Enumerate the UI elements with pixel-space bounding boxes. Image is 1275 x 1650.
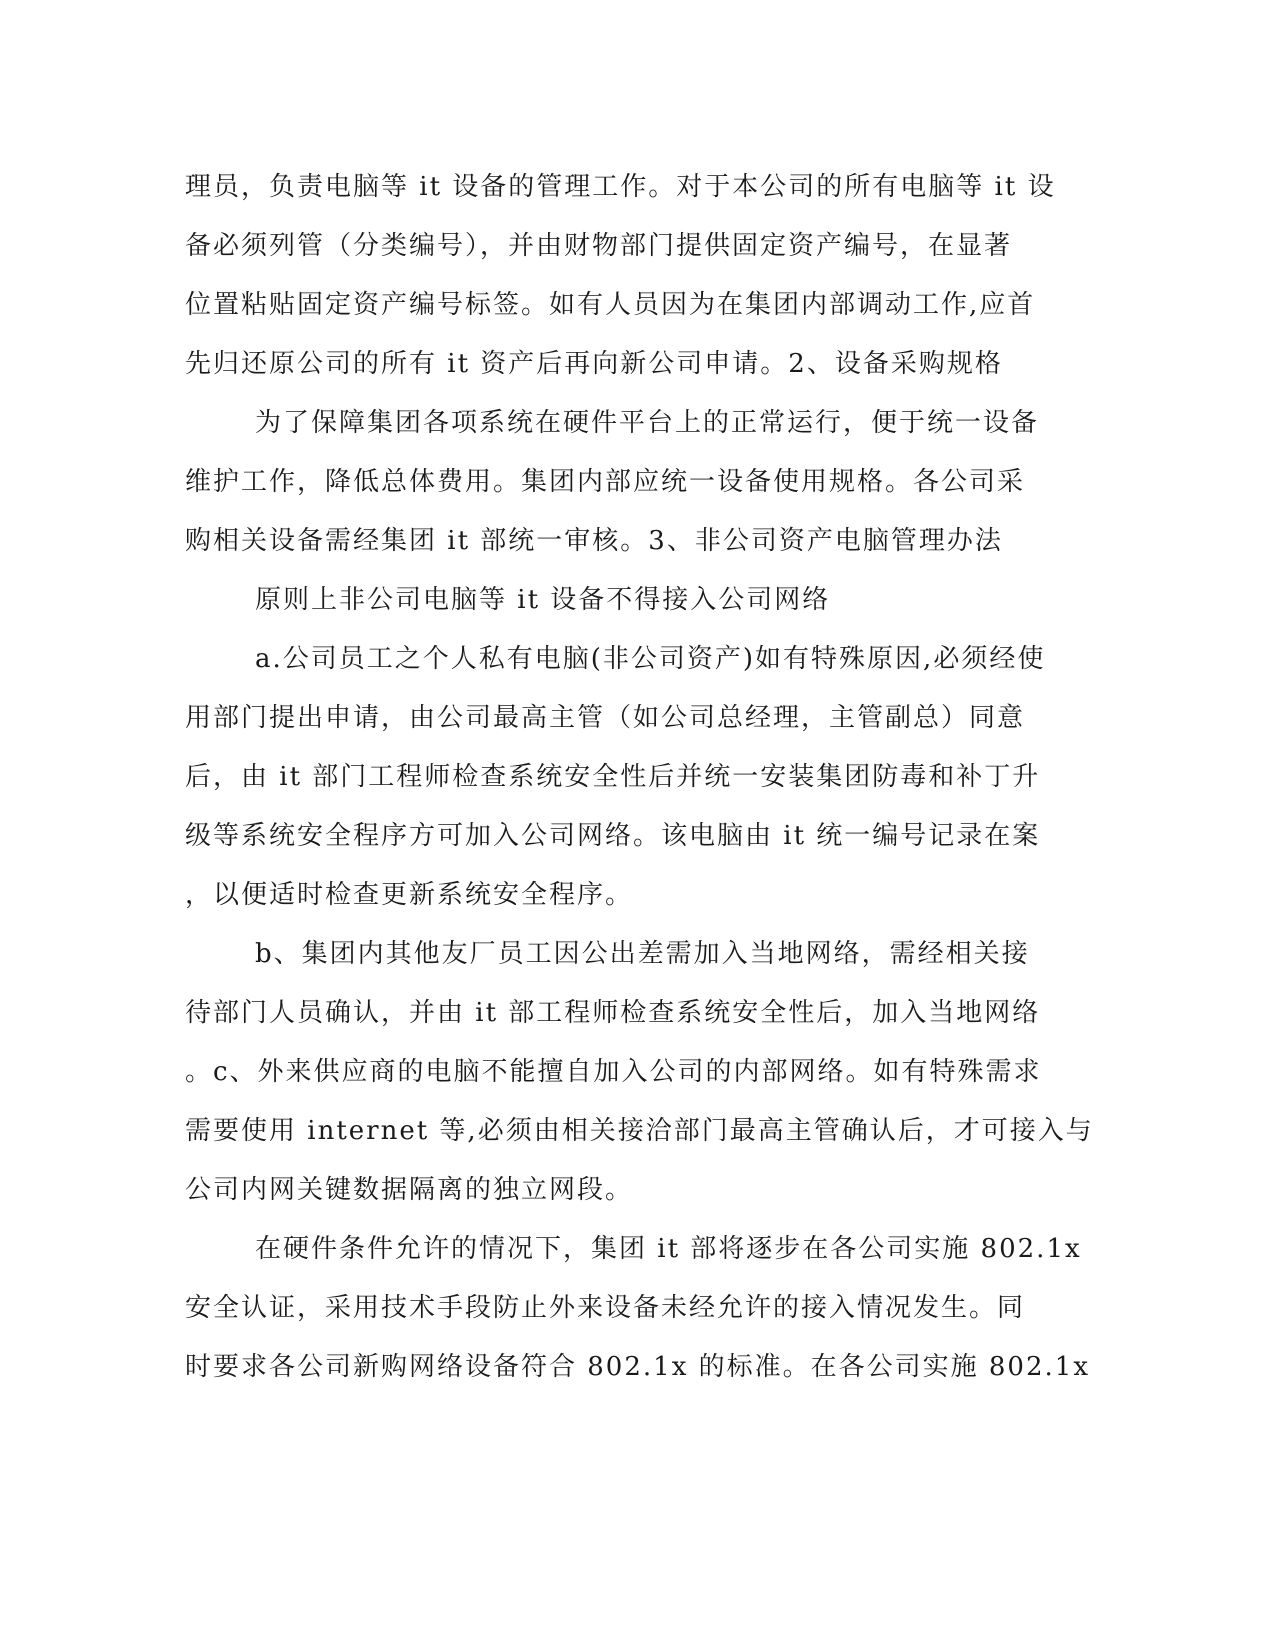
paragraph-first-line: 原则上非公司电脑等 it 设备不得接入公司网络 — [255, 585, 831, 615]
paragraph-first-line: 在硬件条件允许的情况下，集团 it 部将逐步在各公司实施 802.1x — [255, 1234, 1082, 1264]
text-line: 需要使用 internet 等,必须由相关接洽部门最高主管确认后，才可接入与 — [185, 1116, 1094, 1146]
text-line: 待部门人员确认，并由 it 部工程师检查系统安全性后，加入当地网络 — [185, 998, 1041, 1028]
text-line: 先归还原公司的所有 it 资产后再向新公司申请。2、设备采购规格 — [185, 349, 1003, 379]
text-line: 后，由 it 部门工程师检查系统安全性后并统一安装集团防毒和补丁升 — [185, 762, 1041, 792]
paragraph-first-line: a.公司员工之个人私有电脑(非公司资产)如有特殊原因,必须经使 — [255, 644, 1046, 674]
text-line: ，以便适时检查更新系统安全程序。 — [185, 880, 634, 910]
text-line: 维护工作，降低总体费用。集团内部应统一设备使用规格。各公司采 — [185, 467, 1026, 497]
text-line: 位置粘贴固定资产编号标签。如有人员因为在集团内部调动工作,应首 — [185, 290, 1036, 320]
text-line: 时要求各公司新购网络设备符合 802.1x 的标准。在各公司实施 802.1x — [185, 1352, 1090, 1382]
paragraph-first-line: 为了保障集团各项系统在硬件平台上的正常运行，便于统一设备 — [255, 408, 1040, 438]
paragraph-first-line: b、集团内其他友厂员工因公出差需加入当地网络，需经相关接 — [255, 939, 1030, 969]
text-line: 。c、外来供应商的电脑不能擅自加入公司的内部网络。如有特殊需求 — [185, 1057, 1042, 1087]
text-line: 级等系统安全程序方可加入公司网络。该电脑由 it 统一编号记录在案 — [185, 821, 1041, 851]
text-line: 安全认证，采用技术手段防止外来设备未经允许的接入情况发生。同 — [185, 1293, 1026, 1323]
text-line: 公司内网关键数据隔离的独立网段。 — [185, 1175, 634, 1205]
text-line: 理员，负责电脑等 it 设备的管理工作。对于本公司的所有电脑等 it 设 — [185, 172, 1056, 202]
text-line: 备必须列管（分类编号），并由财物部门提供固定资产编号，在显著 — [185, 231, 1013, 261]
text-line: 购相关设备需经集团 it 部统一审核。3、非公司资产电脑管理办法 — [185, 526, 1003, 556]
text-line: 用部门提出申请，由公司最高主管（如公司总经理，主管副总）同意 — [185, 703, 1026, 733]
document-body — [185, 158, 1094, 1397]
